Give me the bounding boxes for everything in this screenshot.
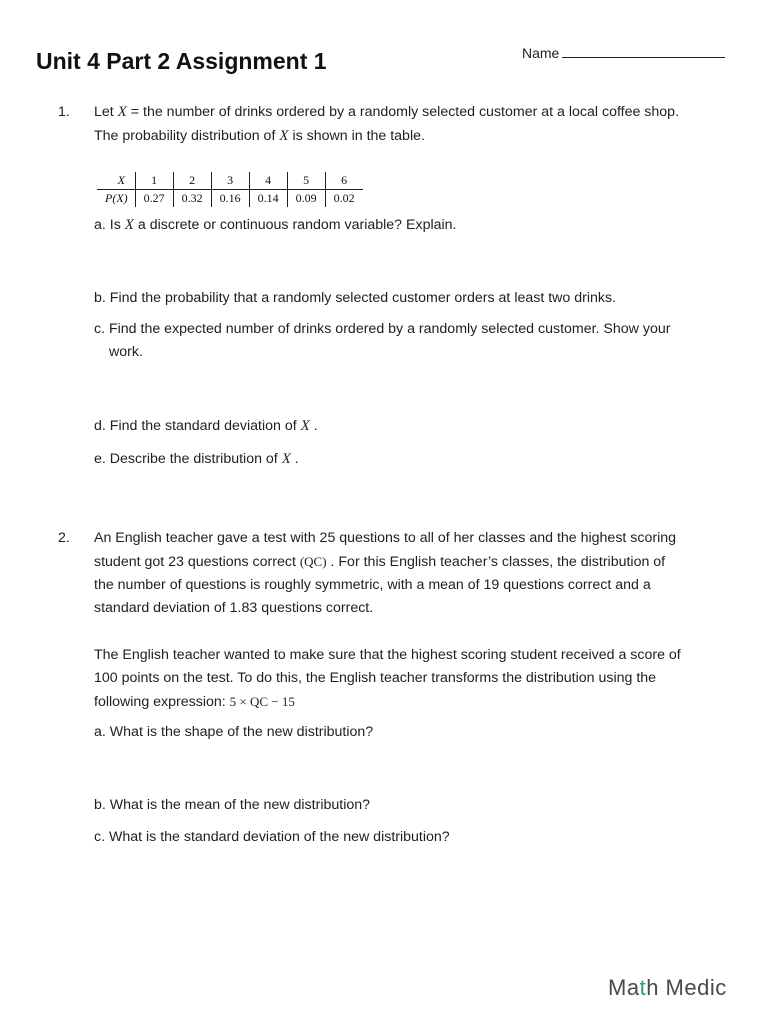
q1-part-b: b. Find the probability that a randomly selected customer orders at least two drinks. <box>94 290 617 306</box>
name-label: Name <box>522 45 560 61</box>
table-cell-x: 5 <box>287 172 325 190</box>
table-cell-x: 3 <box>211 172 249 190</box>
table-row-px <box>97 190 363 208</box>
q2-part-c: c. What is the standard deviation of the new distribution? <box>94 829 450 845</box>
table-header-x: X <box>97 172 135 190</box>
q2-para2-line1: The English teacher wanted to make sure that the highest scoring student received a score of <box>94 647 681 663</box>
table-cell-p: 0.14 <box>249 190 287 208</box>
q2-para1-line3: the number of questions is roughly symmetric, with a mean of 19 questions correct and a <box>94 577 651 593</box>
q1-intro-line1: Let X = the number of drinks ordered by a randomly selected customer at a local coffee shop. <box>94 104 680 120</box>
q1-intro-line2: The probability distribution of X is shown in the table. <box>94 128 425 144</box>
table-cell-x: 1 <box>135 172 173 190</box>
q2-para2-line3: following expression: 5 × QC − 15 <box>94 694 295 710</box>
q2-para1-line2: student got 23 questions correct (QC) . For this English teacher’s classes, the distribution of <box>94 554 666 570</box>
table-cell-x: 6 <box>325 172 363 190</box>
table-cell-p: 0.02 <box>333 191 355 205</box>
table-cell-x: 2 <box>173 172 211 190</box>
q1-number: 1. <box>58 104 70 120</box>
q1-part-c-line1: c. Find the expected number of drinks ordered by a randomly selected customer. Show your <box>94 321 671 337</box>
q1-part-d: d. Find the standard deviation of X . <box>94 418 318 434</box>
q1-part-a: a. Is X a discrete or continuous random variable? Explain. <box>94 217 457 233</box>
table-cell-x: 4 <box>249 172 287 190</box>
name-blank-line <box>562 45 725 58</box>
q2-para1-line4: standard deviation of 1.83 questions correct. <box>94 600 374 616</box>
q2-part-b: b. What is the mean of the new distribution? <box>94 797 371 813</box>
q1-part-c-line2: work. <box>109 344 143 360</box>
table-cell-p: 0.27 <box>135 190 173 208</box>
q2-para2-line2: 100 points on the test. To do this, the English teacher transforms the distribution using the <box>94 670 657 686</box>
q2-part-a: a. What is the shape of the new distribution? <box>94 724 374 740</box>
q1-part-e: e. Describe the distribution of X . <box>94 451 299 467</box>
q2-para1-line1: An English teacher gave a test with 25 questions to all of her classes and the highest scoring <box>94 530 677 546</box>
math-medic-logo: Math Medic <box>608 975 727 1000</box>
table-cell-p: 0.16 <box>211 190 249 208</box>
table-cell-p: 0.32 <box>173 190 211 208</box>
q2-number: 2. <box>58 530 70 546</box>
probability-distribution-table <box>97 172 363 207</box>
page-title: Unit 4 Part 2 Assignment 1 <box>36 48 327 74</box>
table-row-x <box>97 172 363 190</box>
name-field <box>522 45 725 61</box>
table-cell-p: 0.09 <box>287 190 325 208</box>
transformation-expression: 5 × QC − 15 <box>229 694 295 709</box>
table-header-px: P(X) <box>97 190 135 208</box>
